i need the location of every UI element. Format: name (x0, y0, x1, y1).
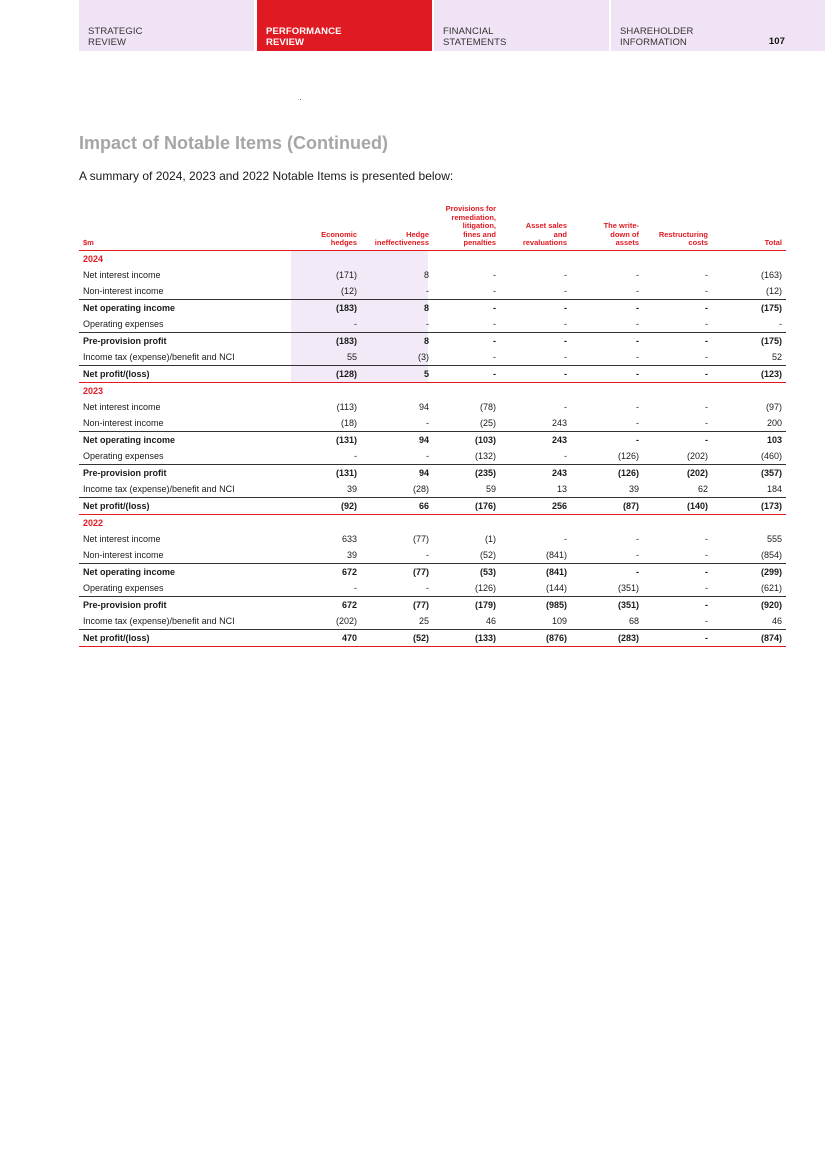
table-row (79, 316, 786, 332)
cell-value: - (354, 583, 357, 593)
table-row (79, 332, 786, 349)
cell-value: 25 (418, 616, 429, 626)
column-header-line: assets (615, 238, 639, 248)
highlight-band (291, 283, 428, 299)
cell-value: (131) (335, 468, 357, 478)
cell-value: - (564, 402, 567, 412)
cell-value: - (636, 286, 639, 296)
cell-value: - (636, 352, 639, 362)
cell-value: - (564, 534, 567, 544)
highlight-band (291, 300, 428, 316)
row-label: Net profit/(loss) (83, 501, 150, 511)
table-row (79, 531, 786, 547)
row-label: Income tax (expense)/benefit and NCI (83, 352, 235, 362)
cell-value: - (705, 567, 708, 577)
cell-value: (841) (545, 550, 567, 560)
cell-value: - (564, 319, 567, 329)
highlight-band (291, 251, 428, 267)
cell-value: (77) (412, 567, 429, 577)
year-label: 2024 (83, 254, 104, 264)
column-header-hedge-ineffectiveness (375, 231, 429, 248)
year-label: 2023 (83, 386, 104, 396)
row-label: Non-interest income (83, 286, 164, 296)
table-row (79, 497, 786, 515)
cell-value: (175) (760, 336, 782, 346)
column-header-line: Asset sales (525, 221, 567, 231)
column-header-economic-hedges (321, 231, 357, 248)
cell-value: - (636, 369, 639, 379)
cell-value: - (564, 336, 567, 346)
table-row (79, 431, 786, 448)
cell-value: - (636, 534, 639, 544)
row-label: Income tax (expense)/benefit and NCI (83, 484, 235, 494)
cell-value: (175) (760, 303, 782, 313)
cell-value: (163) (760, 270, 782, 280)
cell-value: - (636, 303, 639, 313)
column-header-line: The write- (603, 221, 639, 231)
cell-value: 184 (766, 484, 782, 494)
cell-value: - (426, 451, 429, 461)
cell-value: - (636, 319, 639, 329)
row-label: Net interest income (83, 402, 161, 412)
cell-value: 46 (485, 616, 496, 626)
cell-value: 672 (341, 600, 357, 610)
cell-value: (3) (418, 352, 429, 362)
cell-value: - (705, 270, 708, 280)
cell-value: (144) (545, 583, 567, 593)
cell-value: (202) (686, 451, 708, 461)
row-label: Pre-provision profit (83, 336, 167, 346)
cell-value: - (493, 336, 496, 346)
table-row (79, 299, 786, 316)
cell-value: (92) (340, 501, 357, 511)
column-header-restructuring (659, 231, 708, 248)
cell-value: (97) (765, 402, 782, 412)
cell-value: - (705, 286, 708, 296)
cell-value: - (705, 435, 708, 445)
highlight-band (291, 333, 428, 349)
tab-label-line2: REVIEW (266, 37, 305, 48)
cell-value: 39 (628, 484, 639, 494)
cell-value: (18) (340, 418, 357, 428)
cell-value: - (564, 369, 567, 379)
cell-value: (12) (765, 286, 782, 296)
cell-value: 8 (423, 303, 429, 313)
row-label: Net profit/(loss) (83, 633, 150, 643)
row-label: Net profit/(loss) (83, 369, 150, 379)
cell-value: (351) (617, 600, 639, 610)
column-header-line: Hedge (406, 229, 429, 239)
cell-value: - (426, 319, 429, 329)
column-header-line: Provisions for (445, 204, 496, 214)
column-header-asset-sales (523, 222, 567, 248)
table-row (79, 596, 786, 613)
cell-value: - (564, 270, 567, 280)
cell-value: - (705, 402, 708, 412)
cell-value: - (705, 583, 708, 593)
tab-financial-statements[interactable] (434, 0, 609, 51)
highlight-band (291, 267, 428, 283)
column-header-line: and (553, 229, 567, 239)
table-row (79, 283, 786, 299)
cell-value: (183) (335, 303, 357, 313)
year-label: 2022 (83, 518, 104, 528)
cell-value: 109 (551, 616, 567, 626)
cell-value: (132) (474, 451, 496, 461)
cell-value: 46 (771, 616, 782, 626)
cell-value: - (779, 319, 782, 329)
cell-value: (179) (474, 600, 496, 610)
cell-value: (299) (760, 567, 782, 577)
table-row (79, 399, 786, 415)
cell-value: - (426, 418, 429, 428)
cell-value: (357) (760, 468, 782, 478)
cell-value: (52) (412, 633, 429, 643)
table-row (79, 481, 786, 497)
cell-value: 94 (418, 402, 429, 412)
column-header-write-down (604, 222, 639, 248)
cell-value: (854) (760, 550, 782, 560)
cell-value: 55 (346, 352, 357, 362)
cell-value: (202) (335, 616, 357, 626)
cell-value: - (354, 451, 357, 461)
column-header-line: costs (688, 238, 708, 248)
cell-value: (28) (412, 484, 429, 494)
table-row (79, 267, 786, 283)
stray-dot (300, 99, 301, 100)
column-header-line: ineffectiveness (374, 238, 429, 248)
cell-value: (183) (335, 336, 357, 346)
row-label: Net interest income (83, 534, 161, 544)
cell-value: - (636, 402, 639, 412)
column-header-line: litigation, (462, 221, 496, 231)
cell-value: - (493, 286, 496, 296)
cell-value: 52 (771, 352, 782, 362)
cell-value: - (354, 319, 357, 329)
cell-value: - (564, 352, 567, 362)
cell-value: - (705, 303, 708, 313)
row-label: Operating expenses (83, 319, 164, 329)
column-header-line: Economic (321, 229, 357, 239)
cell-value: - (705, 616, 708, 626)
cell-value: (131) (335, 435, 357, 445)
tab-label-line1: FINANCIAL (443, 26, 494, 37)
cell-value: 672 (341, 567, 357, 577)
cell-value: - (636, 435, 639, 445)
cell-value: (52) (479, 550, 496, 560)
cell-value: (53) (479, 567, 496, 577)
cell-value: 555 (766, 534, 782, 544)
cell-value: 13 (556, 484, 567, 494)
table-row (79, 580, 786, 596)
cell-value: - (564, 303, 567, 313)
page-title: Impact of Notable Items (Continued) (79, 133, 389, 153)
cell-value: - (705, 369, 708, 379)
row-label: Non-interest income (83, 550, 164, 560)
tab-label-line1: STRATEGIC (88, 26, 143, 37)
cell-value: (12) (340, 286, 357, 296)
cell-value: (128) (335, 369, 357, 379)
unit-label: $m (83, 238, 94, 248)
cell-value: 94 (418, 468, 429, 478)
cell-value: (126) (474, 583, 496, 593)
cell-value: (841) (545, 567, 567, 577)
cell-value: - (426, 583, 429, 593)
cell-value: - (705, 352, 708, 362)
cell-value: (202) (686, 468, 708, 478)
cell-value: (876) (545, 633, 567, 643)
cell-value: (133) (474, 633, 496, 643)
year-heading (79, 251, 786, 267)
intro-text: A summary of 2024, 2023 and 2022 Notable Items is presented below: (79, 169, 454, 183)
cell-value: - (636, 270, 639, 280)
column-header-line: revaluations (522, 238, 567, 248)
cell-value: (77) (412, 600, 429, 610)
section-nav (79, 0, 825, 51)
tab-label-line2: REVIEW (88, 37, 127, 48)
cell-value: 68 (628, 616, 639, 626)
cell-value: - (705, 336, 708, 346)
cell-value: - (705, 550, 708, 560)
cell-value: 66 (418, 501, 429, 511)
year-heading (79, 515, 786, 531)
column-header-line: down of (610, 229, 639, 239)
highlight-band (291, 366, 428, 382)
tab-label-line1: PERFORMANCE (266, 26, 342, 37)
cell-value: 8 (423, 336, 429, 346)
cell-value: (77) (412, 534, 429, 544)
column-header-total (765, 239, 782, 248)
cell-value: - (493, 303, 496, 313)
row-label: Non-interest income (83, 418, 164, 428)
cell-value: - (564, 451, 567, 461)
cell-value: - (426, 550, 429, 560)
cell-value: 39 (346, 484, 357, 494)
cell-value: 633 (341, 534, 357, 544)
table-row (79, 613, 786, 629)
cell-value: - (636, 336, 639, 346)
cell-value: 470 (341, 633, 357, 643)
row-label: Net operating income (83, 303, 176, 313)
tab-shareholder-information[interactable] (611, 0, 825, 51)
cell-value: - (564, 286, 567, 296)
cell-value: - (705, 319, 708, 329)
highlight-band (291, 316, 428, 332)
column-header-line: Restructuring (658, 229, 708, 239)
tab-label-line1: SHAREHOLDER (620, 26, 694, 37)
table-row (79, 547, 786, 563)
cell-value: (351) (617, 583, 639, 593)
cell-value: 39 (346, 550, 357, 560)
column-header-provisions (446, 205, 496, 248)
row-label: Operating expenses (83, 583, 164, 593)
cell-value: (1) (485, 534, 496, 544)
highlight-band (291, 349, 428, 365)
table-row (79, 415, 786, 431)
row-label: Pre-provision profit (83, 468, 167, 478)
column-header-line: penalties (463, 238, 496, 248)
cell-value: (171) (335, 270, 357, 280)
cell-value: 59 (485, 484, 496, 494)
cell-value: (173) (760, 501, 782, 511)
row-label: Net interest income (83, 270, 161, 280)
cell-value: (78) (479, 402, 496, 412)
row-label: Net operating income (83, 567, 176, 577)
cell-value: - (426, 286, 429, 296)
cell-value: 243 (551, 435, 567, 445)
tab-label-line2: STATEMENTS (443, 37, 507, 48)
cell-value: (874) (760, 633, 782, 643)
table-header (79, 199, 786, 251)
table-row (79, 448, 786, 464)
year-heading (79, 383, 786, 399)
cell-value: - (705, 633, 708, 643)
cell-value: (460) (760, 451, 782, 461)
cell-value: 62 (697, 484, 708, 494)
row-label: Income tax (expense)/benefit and NCI (83, 616, 235, 626)
column-header-line: Total (764, 238, 782, 248)
cell-value: (621) (760, 583, 782, 593)
tab-performance-review[interactable] (257, 0, 432, 51)
cell-value: (123) (760, 369, 782, 379)
cell-value: (25) (479, 418, 496, 428)
cell-value: 243 (551, 418, 567, 428)
cell-value: 256 (551, 501, 567, 511)
table-row (79, 349, 786, 365)
cell-value: 243 (551, 468, 567, 478)
column-header-line: fines and (463, 229, 496, 239)
cell-value: (126) (617, 451, 639, 461)
row-label: Net operating income (83, 435, 176, 445)
cell-value: (87) (622, 501, 639, 511)
table-row (79, 563, 786, 580)
cell-value: (126) (617, 468, 639, 478)
table-body (79, 251, 786, 647)
column-header-line: remediation, (451, 212, 496, 222)
cell-value: - (705, 600, 708, 610)
cell-value: (985) (545, 600, 567, 610)
cell-value: 200 (766, 418, 782, 428)
cell-value: - (493, 352, 496, 362)
row-label: Pre-provision profit (83, 600, 167, 610)
cell-value: (140) (686, 501, 708, 511)
notable-items-table (79, 199, 786, 647)
cell-value: 94 (418, 435, 429, 445)
cell-value: (283) (617, 633, 639, 643)
cell-value: (176) (474, 501, 496, 511)
cell-value: - (636, 418, 639, 428)
cell-value: - (493, 319, 496, 329)
cell-value: - (493, 369, 496, 379)
cell-value: - (493, 270, 496, 280)
table-row (79, 365, 786, 383)
cell-value: 8 (423, 270, 429, 280)
cell-value: - (636, 567, 639, 577)
cell-value: (113) (336, 402, 357, 412)
tab-strategic-review[interactable] (79, 0, 254, 51)
cell-value: (235) (474, 468, 496, 478)
table-row (79, 629, 786, 647)
table-row (79, 464, 786, 481)
cell-value: 103 (766, 435, 782, 445)
cell-value: 5 (423, 369, 429, 379)
cell-value: (103) (474, 435, 496, 445)
column-header-line: hedges (330, 238, 357, 248)
cell-value: - (705, 418, 708, 428)
page-number: 107 (768, 36, 785, 47)
cell-value: - (705, 534, 708, 544)
cell-value: - (636, 550, 639, 560)
row-label: Operating expenses (83, 451, 164, 461)
cell-value: (920) (760, 600, 782, 610)
tab-label-line2: INFORMATION (620, 37, 687, 48)
